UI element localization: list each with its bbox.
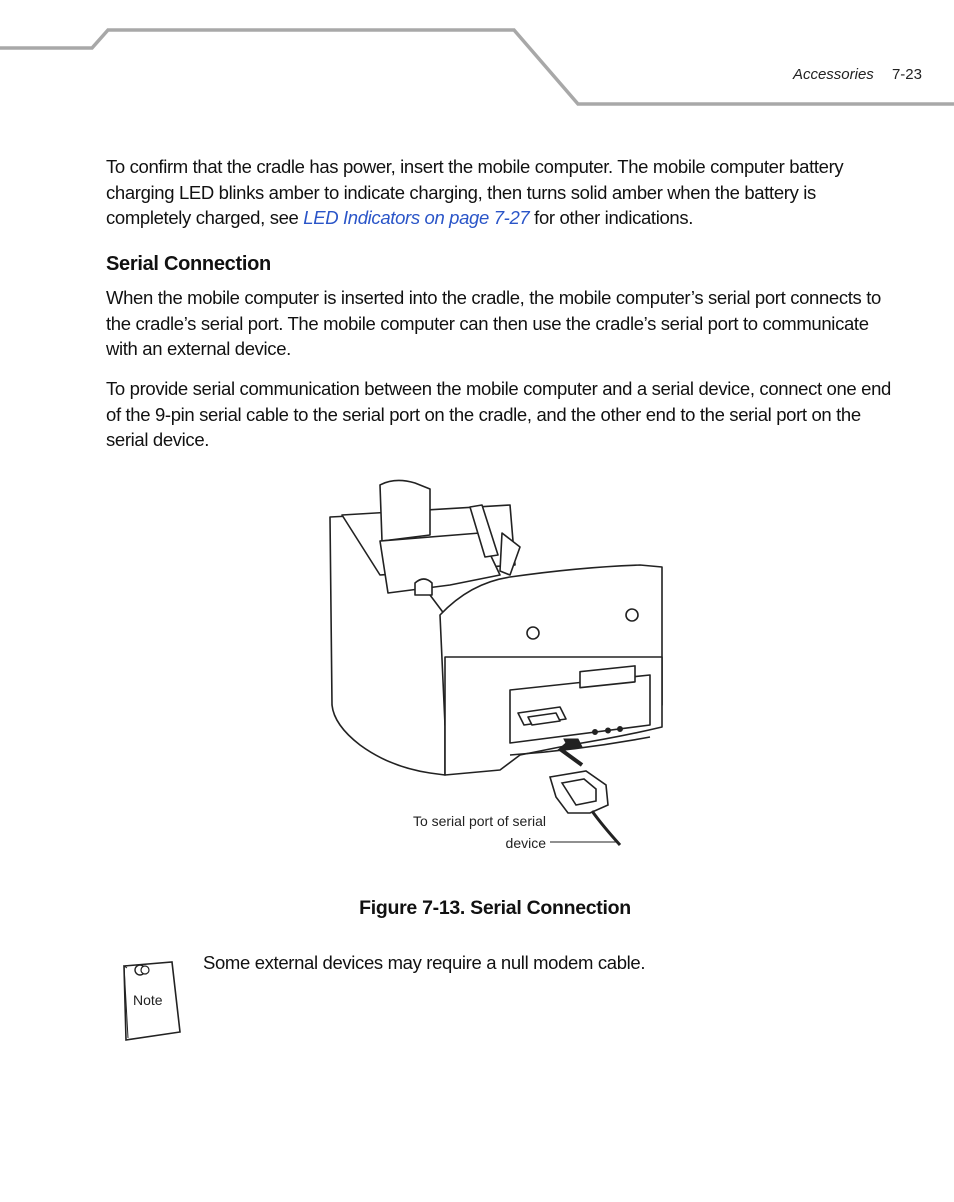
led-indicators-link[interactable]: LED Indicators on page 7-27 [303, 207, 530, 228]
serial-cable [592, 811, 620, 845]
header-rule [0, 0, 954, 110]
paragraph-serial-2: To provide serial communication between the mobile computer and a serial device, connect one end of the 9-pin serial cable to the serial port on the cradle, and the other end to the serial port on the serial device. [106, 378, 891, 450]
page-number: 7-23 [891, 66, 922, 83]
note-text: Some external devices may require a null modem cable. [203, 952, 646, 973]
figure-caption: Figure 7-13. Serial Connection [359, 897, 631, 919]
intro-text: To confirm that the cradle has power, insert the mobile computer. The mobile computer battery charging LED blinks amber to indicate charging, then turns solid amber when the battery is completely charged, see [106, 156, 844, 228]
figure-callout [380, 810, 546, 854]
callout-line-2: device [505, 835, 546, 851]
callout-line-1: To serial port of serial [412, 813, 546, 829]
intro-paragraph [106, 154, 896, 231]
section-title: Accessories [792, 66, 874, 83]
cradle-illustration [320, 475, 680, 865]
paragraph-serial-1: When the mobile computer is inserted into the cradle, the mobile computer’s serial port connects to the cradle’s serial port. The mobile computer can then use the cradle’s serial port to communicate with an external device. [106, 287, 881, 359]
intro-text-end: for other indications. [529, 207, 694, 228]
running-head [793, 66, 922, 83]
section-heading: Serial Connection [106, 253, 271, 275]
note-label: Note [133, 992, 163, 1008]
